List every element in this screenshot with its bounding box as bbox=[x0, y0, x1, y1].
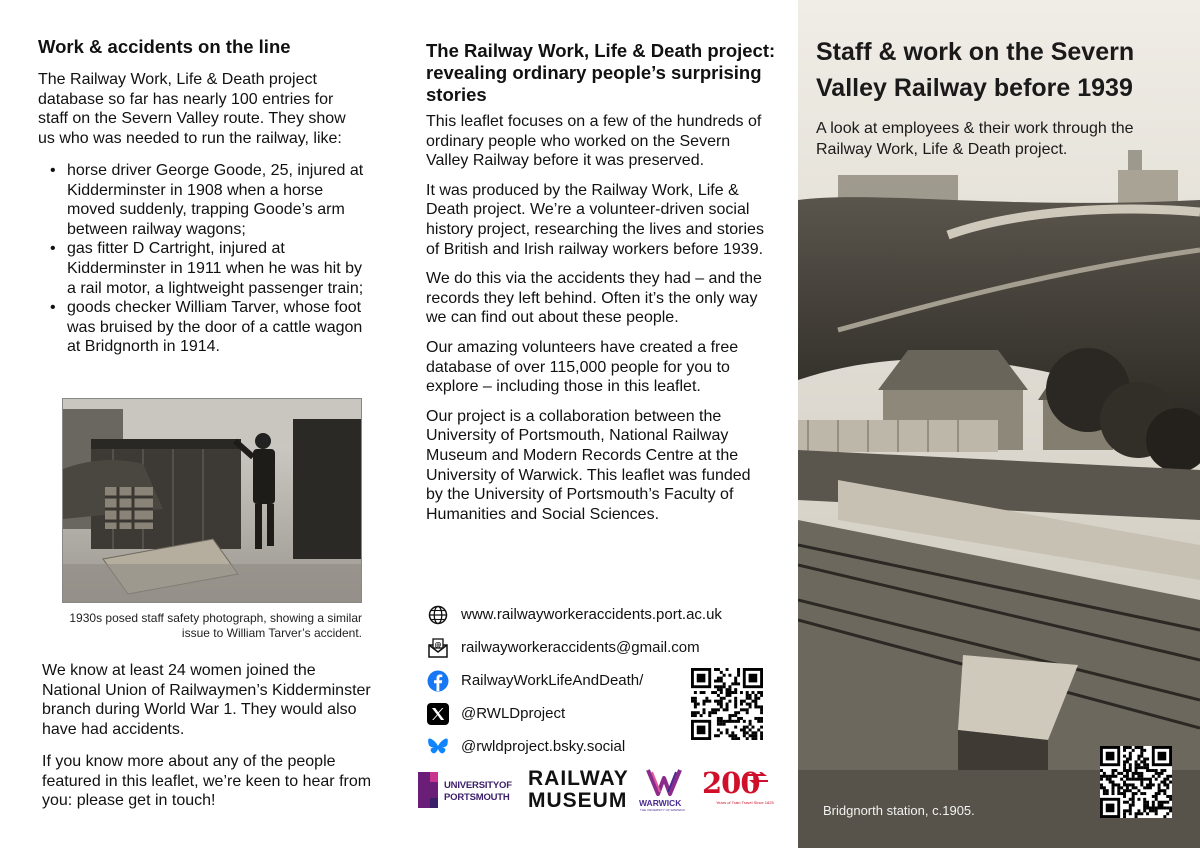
rail-200-subtext: Years of Train Travel Since 1825 bbox=[716, 800, 774, 805]
list-item: • gas fitter D Cartright, injured at Kidderminster in 1911 when he was hit by a rail motor, a lightweight passenger train; bbox=[50, 239, 370, 298]
project-description bbox=[426, 112, 771, 534]
rail-double-arrow-icon bbox=[748, 772, 768, 784]
project-paragraph: Our amazing volunteers have created a free database of over 115,000 people for you to explore – including those in this leaflet. bbox=[426, 338, 739, 396]
rail-200-logo[interactable] bbox=[702, 768, 788, 814]
project-paragraph: This leaflet focuses on a few of the hundreds of ordinary people who worked on the Severn Valley Railway before it was preserved. bbox=[426, 113, 762, 170]
x-link[interactable]: @RWLDproject bbox=[461, 705, 566, 722]
women-nur-text: We know at least 24 women joined the National Union of Railwaymen’s Kidderminster branch during World War 1. They would also have had accidents. bbox=[42, 662, 371, 738]
facebook-icon bbox=[426, 669, 450, 693]
nrm-logo-line2: MUSEUM bbox=[528, 789, 628, 812]
panel-project bbox=[398, 0, 798, 848]
national-railway-museum-logo[interactable] bbox=[528, 768, 628, 814]
project-paragraph: It was produced by the Railway Work, Life & Death project. We’re a volunteer-driven social history project, researching the lives and stories of British and Irish railway workers before 1939. bbox=[426, 181, 764, 258]
email-contact[interactable] bbox=[426, 631, 796, 664]
staff-photo-caption: 1930s posed staff safety photograph, showing a similar issue to William Tarver’s accident. bbox=[69, 611, 362, 640]
panel-cover bbox=[798, 0, 1200, 848]
work-accidents-intro: The Railway Work, Life & Death project database so far has nearly 100 entries for staff on the Severn Valley route. They show us who was needed to run the railway, like: bbox=[38, 71, 346, 147]
panel-work-accidents bbox=[0, 0, 398, 848]
accident-list bbox=[50, 161, 370, 357]
work-accidents-heading: Work & accidents on the line bbox=[38, 36, 291, 57]
project-heading: The Railway Work, Life & Death project: revealing ordinary people’s surprising stories bbox=[426, 40, 776, 105]
station-photo-caption: Bridgnorth station, c.1905. bbox=[823, 803, 975, 818]
cover-title: Staff & work on the Severn Valley Railway before 1939 bbox=[816, 38, 1135, 102]
svg-text:@: @ bbox=[434, 640, 442, 649]
nrm-logo-line1: RAILWAY bbox=[528, 767, 629, 790]
website-contact[interactable] bbox=[426, 598, 796, 631]
get-in-touch-text: If you know more about any of the people featured in this leaflet, we’re keen to hear from you: please get in touch! bbox=[42, 753, 372, 810]
warwick-logo[interactable] bbox=[636, 768, 692, 814]
partner-logos bbox=[416, 768, 788, 814]
qr-code[interactable] bbox=[691, 668, 763, 740]
rail-200-number: 200 bbox=[702, 766, 760, 800]
bluesky-link[interactable]: @rwldproject.bsky.social bbox=[461, 738, 626, 755]
facebook-link[interactable]: RailwayWorkLifeAndDeath/ bbox=[461, 672, 644, 689]
staff-safety-photo-image bbox=[63, 399, 361, 602]
x-logo-icon bbox=[426, 702, 450, 726]
project-paragraph: We do this via the accidents they had – and the records they left behind. Often it’s the only way we can find out about these people. bbox=[426, 270, 762, 327]
project-paragraph: Our project is a collaboration between the University of Portsmouth, National Railway Museum and Modern Records Centre at the University of Warwick. This leaflet was funded by the University of Portsmouth’s Faculty of Humanities and Social Sciences. bbox=[426, 407, 751, 523]
warwick-logo-text: WARWICK bbox=[639, 798, 682, 808]
email-link[interactable]: railwayworkeraccidents@gmail.com bbox=[461, 639, 700, 656]
portsmouth-logo[interactable] bbox=[416, 768, 516, 814]
website-link[interactable]: www.railwayworkeraccidents.port.ac.uk bbox=[461, 606, 722, 623]
globe-icon bbox=[426, 603, 450, 627]
bluesky-butterfly-icon bbox=[426, 735, 450, 759]
list-item: • goods checker William Tarver, whose foot was bruised by the door of a cattle wagon at Bridgnorth in 1914. bbox=[50, 298, 370, 357]
qr-code[interactable] bbox=[1100, 746, 1172, 818]
staff-safety-photo bbox=[62, 398, 362, 603]
warwick-logo-subtext: THE UNIVERSITY OF WARWICK bbox=[640, 808, 686, 812]
cover-subtitle: A look at employees & their work through the Railway Work, Life & Death project. bbox=[816, 120, 1134, 158]
list-item: • horse driver George Goode, 25, injured at Kidderminster in 1908 when a horse moved suddenly, trapping Goode’s arm between railway wagons; bbox=[50, 161, 370, 239]
email-icon bbox=[426, 636, 450, 660]
portsmouth-logo-line2: PORTSMOUTH bbox=[444, 792, 510, 803]
portsmouth-logo-line1: UNIVERSITYOF bbox=[444, 780, 512, 791]
